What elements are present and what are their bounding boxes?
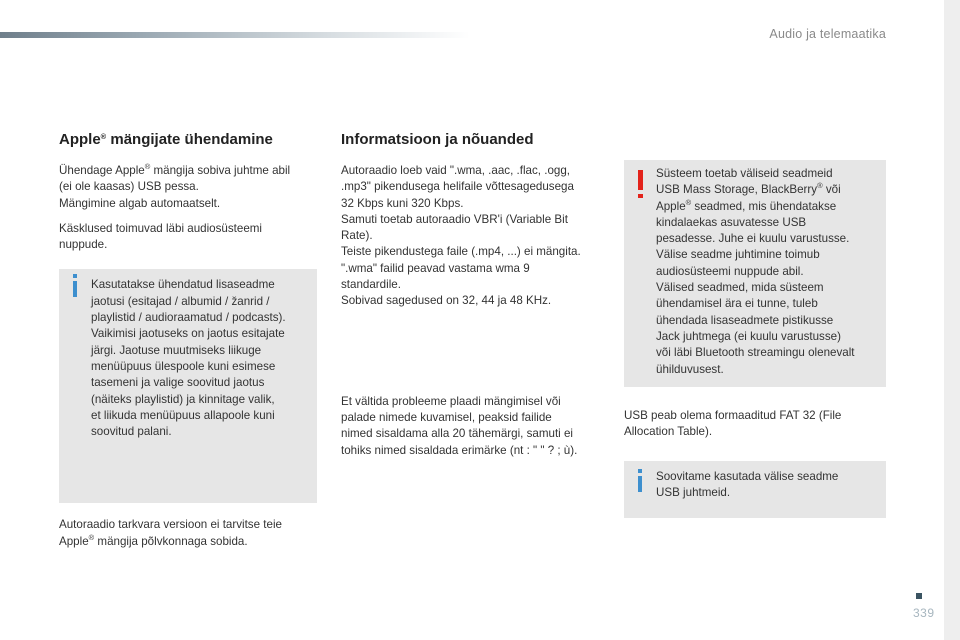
fat32-paragraph: USB peab olema formaaditud FAT 32 (File Allocation Table).: [624, 409, 842, 439]
warning-box-text: Süsteem toetab väliseid seadmeid USB Mass Storage, BlackBerry® või Apple® seadmed, mis ühendatakse kindalaekas asuvatesse USB pesadesse. Juhe ei kuulu varustusse. Välise seadme juhtimine toimub audiosüsteemi nuppude abil. Välised seadmed, mida süsteem ühendamisel ära ei tunne, tuleb ühendada lisaseadmete pistikusse Jack juhtmega (ei kuulu varustusse) või läbi Bluetooth streamingu olenevalt ühilduvusest.: [656, 167, 855, 376]
software-version-paragraph: Autoraadio tarkvara versioon ei tarvitse teie Apple® mängija põlvkonnaga sobida.: [59, 518, 282, 548]
info-heading: Informatsioon ja nõuanded: [341, 131, 534, 148]
section-title: Audio ja telemaatika: [769, 27, 886, 41]
info-box-usb-cable: [624, 461, 886, 518]
info-icon: [638, 476, 642, 492]
apple-heading: Apple® mängijate ühendamine: [59, 131, 273, 148]
middle-column: [341, 130, 603, 459]
warning-box: [624, 160, 886, 387]
info-box-text: Soovitame kasutada välise seadme USB juhtmeid.: [656, 469, 839, 499]
info-box-text: Kasutatakse ühendatud lisaseadme jaotusi (esitajad / albumid / žanrid / playlistid / audioraamatud / podcasts). Vaikimisi jaotuseks on jaotus esitajate järgi. Jaotuse muutmiseks liikuge menüüpuus ülespoole kuni esimese tasemeni ja valige soovitud jaotus (näiteks playlistid) ja kinnitage valik, et liikuda menüüpuus allapoole kuni soovitud palani.: [91, 278, 286, 439]
commands-paragraph: Käsklused toimuvad läbi audiosüsteemi nuppude.: [59, 221, 263, 252]
formats-paragraph: Autoraadio loeb vaid ".wma, .aac, .flac, .ogg, .mp3" pikendusega helifaile võttesagedusega 32 Kbps kuni 320 Kbps. Samuti toetab autoraadio VBR'i (Variable Bit Rate). Teiste pikendustega faile (.mp4, ...) ei mängita. ".wma" failid peavad vastama wma 9 standardile. Sobivad sagedused on 32, 44 ja 48 KHz.: [341, 164, 581, 308]
page-number: 339: [913, 606, 935, 620]
apple-connect-paragraph: Ühendage Apple® mängija sobiva juhtme abil (ei ole kaasas) USB pessa. Mängimine algab automaatselt.: [59, 162, 291, 210]
right-column: [624, 160, 886, 518]
info-box-sorting: [59, 269, 317, 503]
side-strip: [944, 0, 960, 640]
header-rule: [0, 32, 470, 38]
page-marker: [916, 593, 922, 599]
filenames-paragraph: Et vältida probleeme plaadi mängimisel või palade nimede kuvamisel, peaksid failide nimed sisaldama alla 20 tähemärgi, samuti ei tohiks nimed sisaldada erimärke (nt : " " ? ; ù).: [341, 394, 578, 457]
info-icon: [73, 281, 77, 297]
left-column: [59, 130, 317, 550]
warning-icon: [638, 170, 643, 190]
